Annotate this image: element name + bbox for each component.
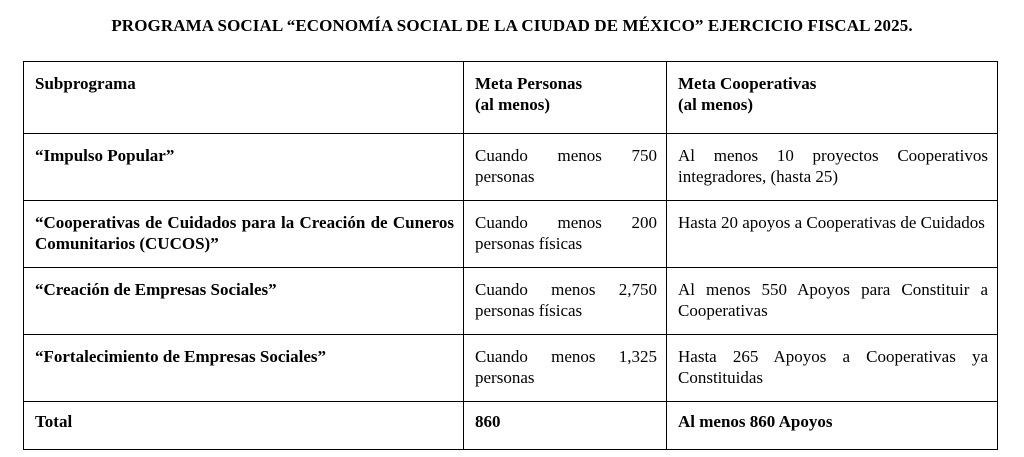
cell-subprograma: “Cooperativas de Cuidados para la Creación de Cuneros Comunitarios (CUCOS)” [24, 201, 464, 268]
cell-meta-cooperativas: Al menos 550 Apoyos para Constituir a Cooperativas [667, 268, 998, 335]
cell-meta-personas: Cuando menos 200 personas físicas [464, 201, 667, 268]
table-row [24, 134, 998, 201]
table-header-row [24, 62, 998, 134]
table-row [24, 201, 998, 268]
header-meta-cooperativas-line2: (al menos) [678, 95, 754, 114]
cell-subprograma: “Fortalecimiento de Empresas Sociales” [24, 335, 464, 402]
cell-meta-cooperativas: Hasta 20 apoyos a Cooperativas de Cuidados [667, 201, 998, 268]
cell-meta-personas: Cuando menos 2,750 personas físicas [464, 268, 667, 335]
total-meta-cooperativas: Al menos 860 Apoyos [667, 402, 998, 450]
header-meta-cooperativas-line1: Meta Cooperativas [678, 74, 817, 93]
document-title: PROGRAMA SOCIAL “ECONOMÍA SOCIAL DE LA CIUDAD DE MÉXICO” EJERCICIO FISCAL 2025. [111, 16, 913, 35]
table-total-row [24, 402, 998, 450]
cell-subprograma: “Creación de Empresas Sociales” [24, 268, 464, 335]
header-meta-personas [464, 62, 667, 134]
cell-meta-personas: Cuando menos 1,325 personas [464, 335, 667, 402]
header-meta-cooperativas [667, 62, 998, 134]
table-row [24, 268, 998, 335]
table-row [24, 335, 998, 402]
goals-table [23, 61, 998, 450]
cell-subprograma: “Impulso Popular” [24, 134, 464, 201]
total-meta-personas: 860 [464, 402, 667, 450]
header-meta-personas-line1: Meta Personas [475, 74, 583, 93]
cell-meta-personas: Cuando menos 750 personas [464, 134, 667, 201]
header-meta-personas-line2: (al menos) [475, 95, 551, 114]
header-subprograma-label: Subprograma [35, 74, 136, 93]
cell-meta-cooperativas: Al menos 10 proyectos Cooperativos integradores, (hasta 25) [667, 134, 998, 201]
cell-meta-cooperativas: Hasta 265 Apoyos a Cooperativas ya Constituidas [667, 335, 998, 402]
header-subprograma [24, 62, 464, 134]
total-label: Total [24, 402, 464, 450]
